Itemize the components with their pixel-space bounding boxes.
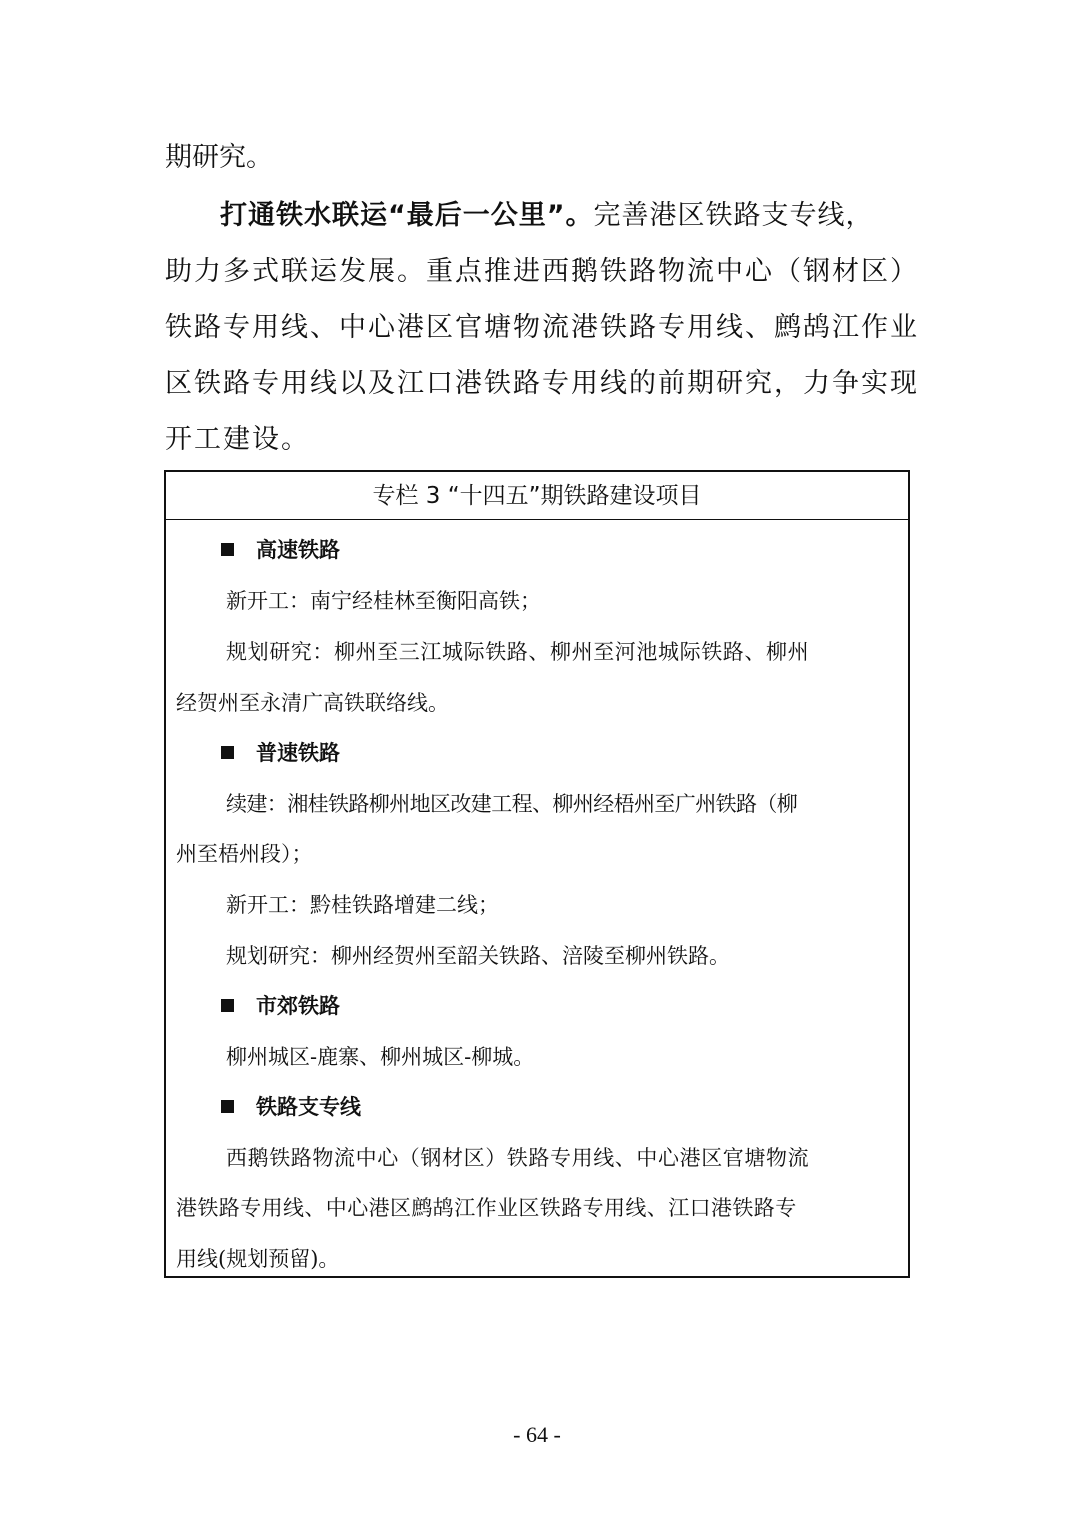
body-text: 期研究。 bbox=[165, 142, 273, 173]
section-heading-high-speed: 高速铁路 bbox=[221, 535, 340, 565]
box-title: 专栏 3 “十四五”期铁路建设项目 bbox=[166, 472, 908, 520]
section-text: 规划研究：柳州至三江城际铁路、柳州至河池城际铁路、柳州 bbox=[226, 640, 810, 664]
section-text: 规划研究：柳州经贺州至韶关铁路、涪陵至柳州铁路。 bbox=[226, 944, 730, 968]
project-column-box bbox=[164, 470, 910, 1278]
section-heading-suburban: 市郊铁路 bbox=[221, 991, 340, 1021]
body-line-2 bbox=[165, 196, 925, 236]
square-bullet-icon bbox=[221, 543, 234, 556]
square-bullet-icon bbox=[221, 746, 234, 759]
body-text: 区铁路专用线以及江口港铁路专用线的前期研究，力争实现 bbox=[165, 368, 919, 399]
body-text: 助力多式联运发展。重点推进西鹅铁路物流中心（钢材区） bbox=[165, 256, 919, 287]
body-text: 铁路专用线、中心港区官塘物流港铁路专用线、鹧鸪江作业 bbox=[165, 312, 919, 343]
section-text: 新开工：黔桂铁路增建二线； bbox=[226, 893, 499, 917]
square-bullet-icon bbox=[221, 999, 234, 1012]
body-text: 完善港区铁路支专线， bbox=[593, 200, 874, 231]
para-lead-bold: 打通铁水联运“最后一公里”。 bbox=[220, 200, 594, 231]
body-line-6 bbox=[165, 420, 925, 460]
section-text: 州至梧州段）； bbox=[176, 842, 313, 866]
section-text: 港铁路专用线、中心港区鹧鸪江作业区铁路专用线、江口港铁路专 bbox=[176, 1196, 797, 1220]
body-line-4 bbox=[165, 308, 925, 348]
body-text: 开工建设。 bbox=[165, 424, 310, 455]
section-text: 用线(规划预留)。 bbox=[176, 1247, 340, 1271]
section-text: 新开工：南宁经桂林至衡阳高铁； bbox=[226, 589, 541, 613]
section-heading-branch-lines: 铁路支专线 bbox=[221, 1092, 361, 1122]
section-heading-normal-speed: 普速铁路 bbox=[221, 738, 340, 768]
body-line-5 bbox=[165, 364, 925, 404]
section-text: 西鹅铁路物流中心（钢材区）铁路专用线、中心港区官塘物流 bbox=[226, 1146, 810, 1170]
body-line-1 bbox=[165, 138, 925, 178]
section-text: 经贺州至永清广高铁联络线。 bbox=[176, 691, 449, 715]
body-line-3 bbox=[165, 252, 925, 292]
section-text: 柳州城区-鹿寨、柳州城区-柳城。 bbox=[226, 1045, 535, 1069]
square-bullet-icon bbox=[221, 1100, 234, 1113]
page-number: - 64 - bbox=[513, 1422, 561, 1447]
section-text: 续建：湘桂铁路柳州地区改建工程、柳州经梧州至广州铁路（柳 bbox=[226, 792, 798, 816]
